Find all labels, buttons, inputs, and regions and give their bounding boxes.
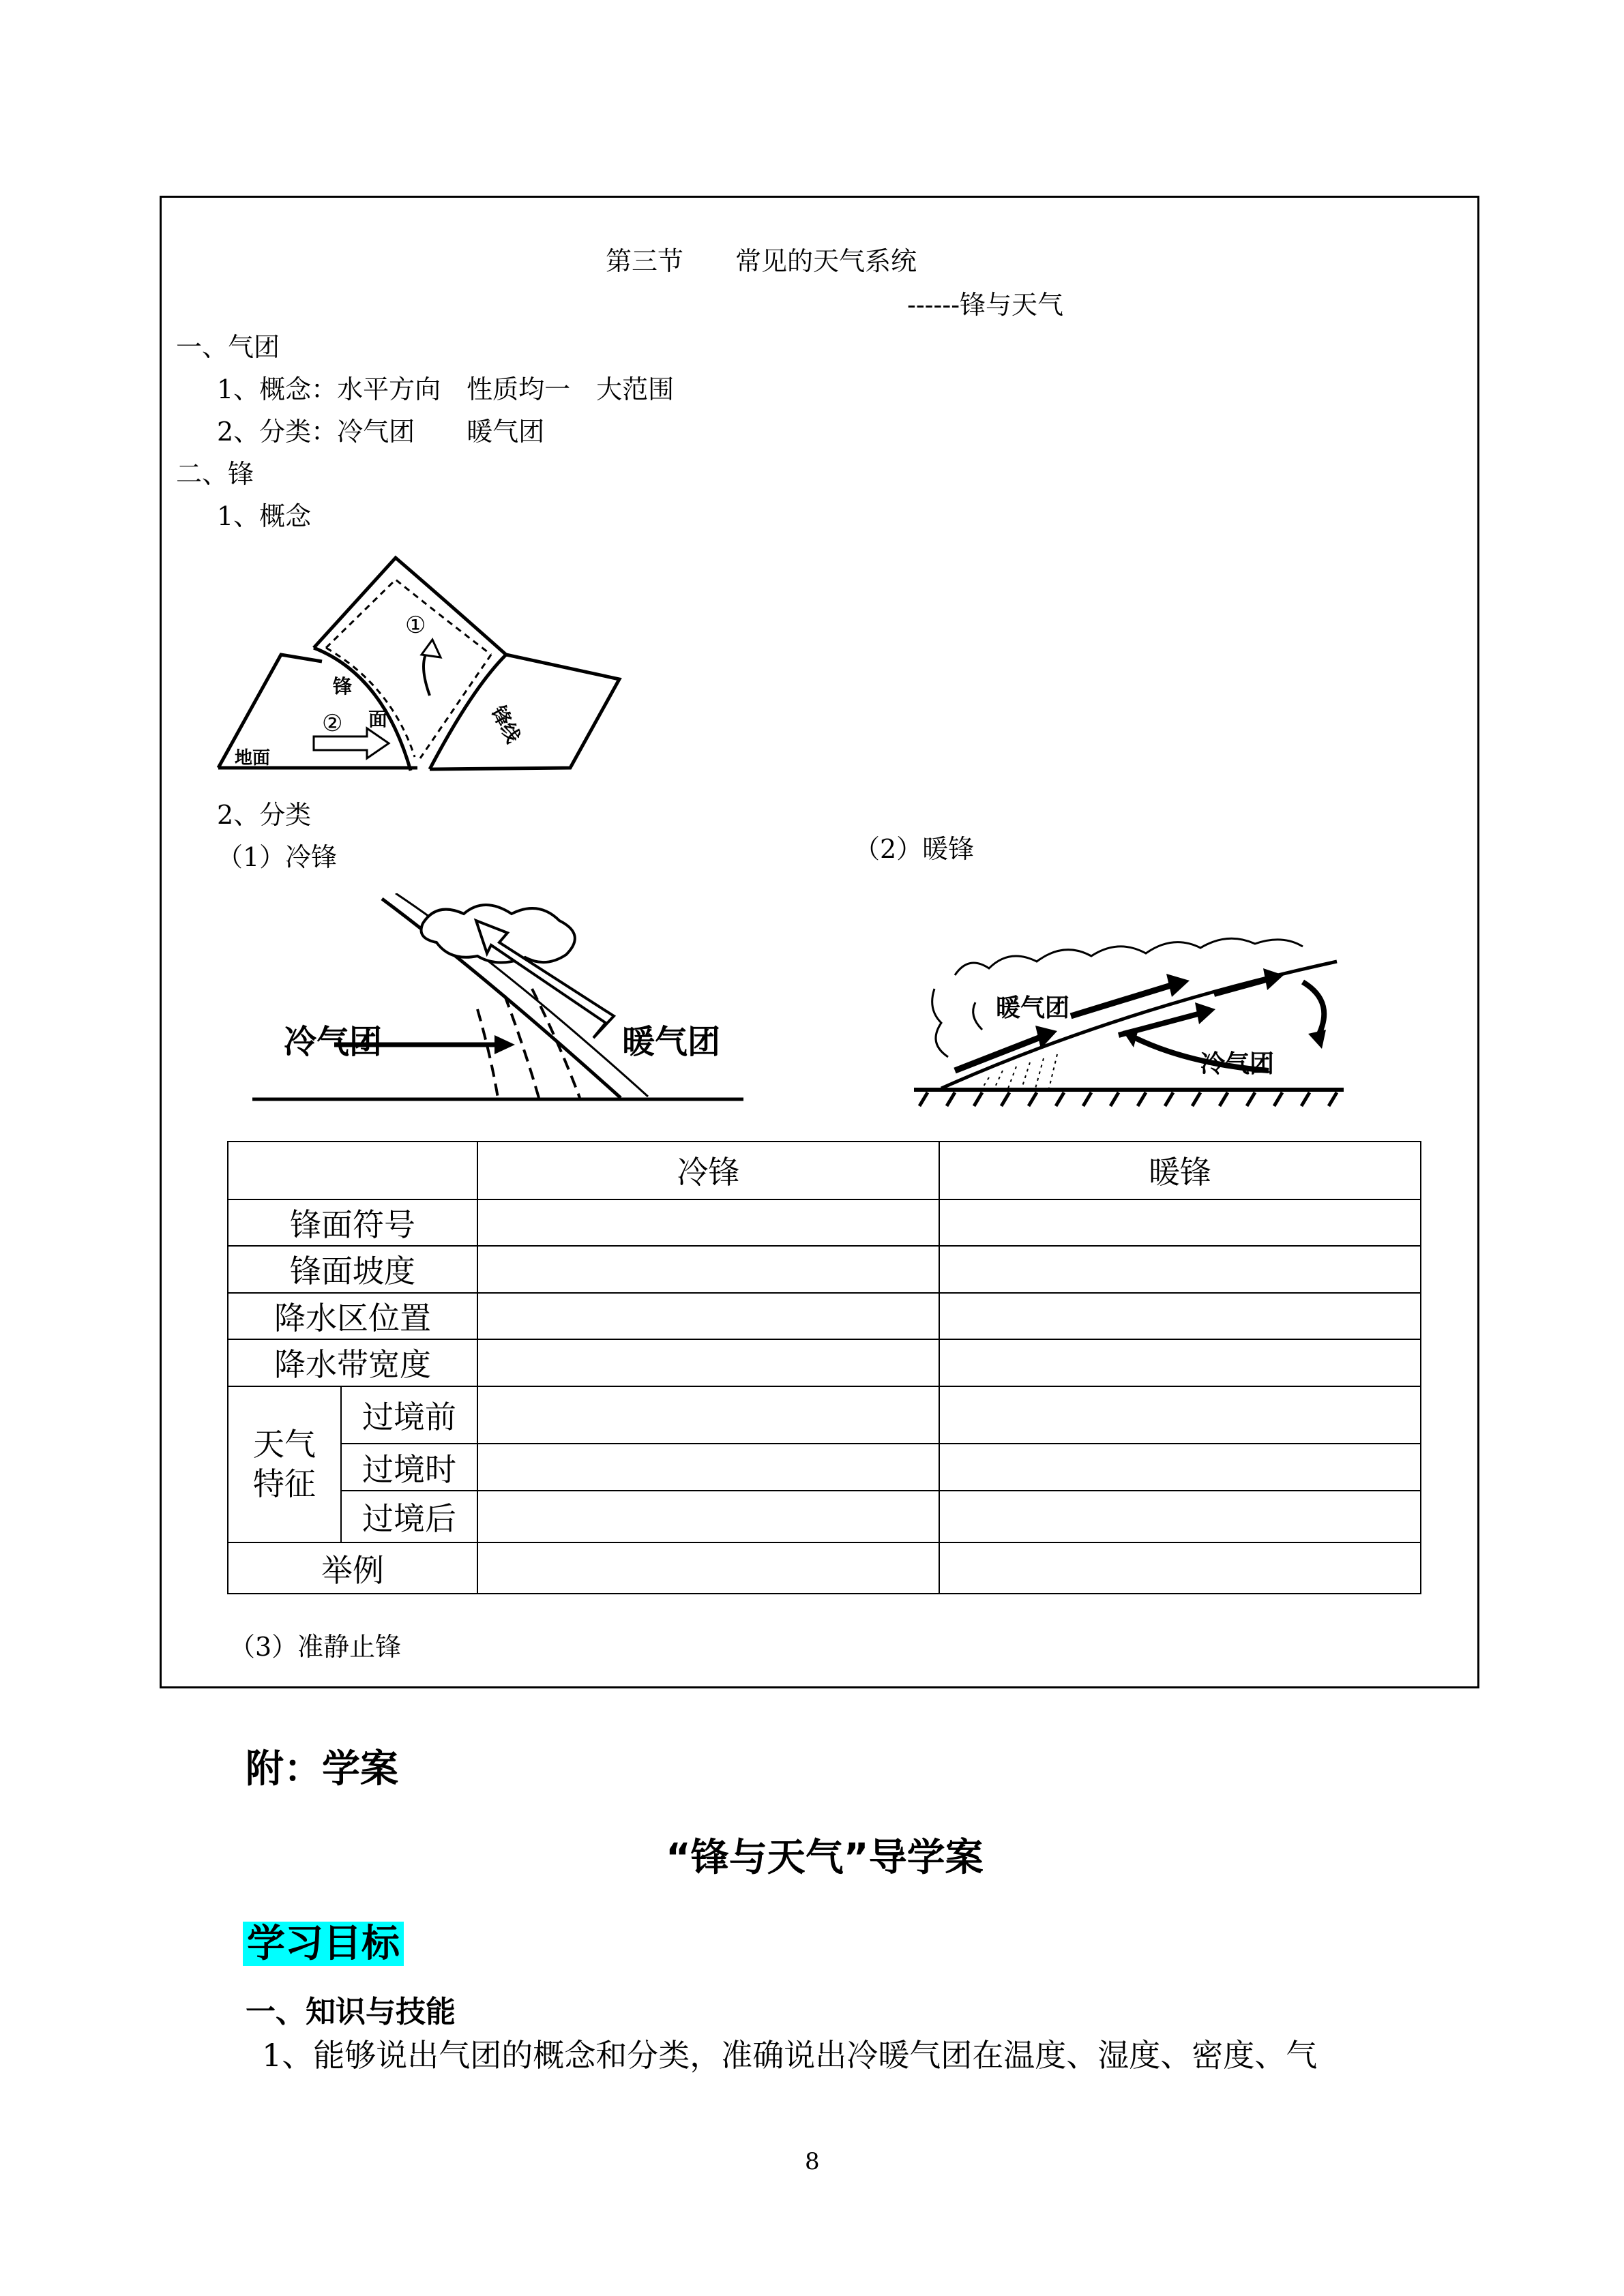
warm-front-heading: （2）暖锋: [854, 834, 975, 864]
warm-front-diagram: [914, 914, 1350, 1118]
knowledge-skills-heading: 一、知识与技能: [246, 1995, 456, 2029]
answer-cell[interactable]: [477, 1246, 939, 1293]
table-row: [228, 1293, 1421, 1340]
answer-cell[interactable]: [939, 1386, 1421, 1444]
header-warm-front: 暖锋: [939, 1142, 1421, 1199]
front-concept: 1、概念: [217, 501, 312, 531]
header-empty-cell: [228, 1142, 477, 1199]
table-row: [228, 1491, 1421, 1543]
appendix-label: 附：学案: [246, 1747, 398, 1791]
answer-cell[interactable]: [939, 1246, 1421, 1293]
row-label: 过境前: [341, 1386, 477, 1444]
answer-cell[interactable]: [939, 1491, 1421, 1543]
table-header-row: [228, 1142, 1421, 1199]
table-row: [228, 1386, 1421, 1444]
objective-line-1: 1、能够说出气团的概念和分类，准确说出冷暖气团在温度、湿度、密度、气: [262, 2037, 1318, 2074]
front-char-label: 锋: [333, 675, 353, 698]
lesson-subtitle: ------锋与天气: [907, 290, 1064, 320]
objectives-heading: [243, 1913, 404, 1968]
front-line-label: 锋线: [486, 702, 525, 747]
answer-cell[interactable]: [477, 1199, 939, 1247]
ground-label: 地面: [235, 748, 271, 769]
answer-cell[interactable]: [477, 1444, 939, 1491]
row-label: 过境时: [341, 1444, 477, 1491]
row-label: 降水区位置: [228, 1293, 477, 1340]
answer-cell[interactable]: [939, 1293, 1421, 1340]
answer-cell[interactable]: [477, 1339, 939, 1386]
answer-cell[interactable]: [939, 1542, 1421, 1594]
air-mass-concept: 1、概念：水平方向 性质均一 大范围: [217, 374, 675, 404]
answer-cell[interactable]: [939, 1199, 1421, 1247]
answer-cell[interactable]: [477, 1293, 939, 1340]
cold-front-heading: （1）冷锋: [217, 842, 338, 872]
circle-two-label: ②: [322, 710, 343, 737]
appendix-title: “锋与天气”导学案: [666, 1836, 984, 1880]
cold-front-warm-mass-label: 暖气团: [622, 1023, 721, 1061]
weather-group-label: 天气特征: [228, 1386, 341, 1543]
row-label: 锋面符号: [228, 1199, 477, 1247]
section-front: 二、锋: [176, 459, 254, 489]
front-classes: 2、分类: [217, 800, 312, 830]
front-concept-diagram: [213, 552, 622, 777]
stationary-front-heading: （3）准静止锋: [229, 1632, 402, 1662]
row-label: 举例: [228, 1542, 477, 1594]
front-comparison-table: [227, 1141, 1421, 1594]
lesson-title: 第三节 常见的天气系统: [606, 246, 917, 276]
row-label: 降水带宽度: [228, 1339, 477, 1386]
table-row: [228, 1199, 1421, 1247]
air-mass-classes: 2、分类：冷气团 暖气团: [217, 417, 545, 447]
answer-cell[interactable]: [477, 1491, 939, 1543]
table-row: [228, 1542, 1421, 1594]
section-air-mass: 一、气团: [176, 332, 280, 362]
header-cold-front: 冷锋: [477, 1142, 939, 1199]
row-label: 锋面坡度: [228, 1246, 477, 1293]
row-label: 过境后: [341, 1491, 477, 1543]
answer-cell[interactable]: [939, 1339, 1421, 1386]
answer-cell[interactable]: [939, 1444, 1421, 1491]
table-row: [228, 1339, 1421, 1386]
answer-cell[interactable]: [477, 1542, 939, 1594]
table-row: [228, 1444, 1421, 1491]
surface-char-label: 面: [368, 708, 388, 730]
page-number: 8: [805, 2148, 820, 2175]
warm-front-warm-mass-label: 暖气团: [996, 994, 1070, 1022]
cold-front-cold-mass-label: 冷气团: [284, 1023, 383, 1061]
warm-front-cold-mass-label: 冷气团: [1200, 1050, 1275, 1078]
table-row: [228, 1246, 1421, 1293]
objectives-highlight: 学习目标: [243, 1922, 404, 1966]
answer-cell[interactable]: [477, 1386, 939, 1444]
circle-one-label: ①: [405, 612, 426, 639]
cold-front-diagram: [252, 893, 757, 1105]
